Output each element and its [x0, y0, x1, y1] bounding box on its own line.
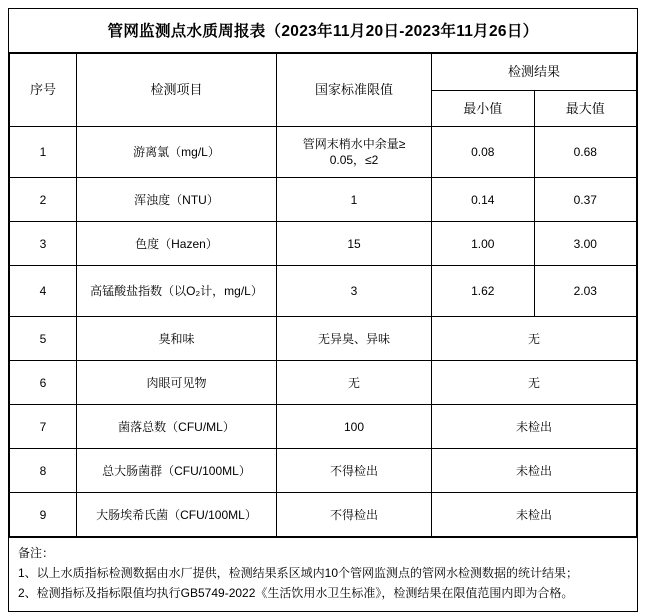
page-title: 管网监测点水质周报表（2023年11月20日-2023年11月26日）: [9, 9, 637, 53]
cell-item: 总大肠菌群（CFU/100ML）: [77, 449, 277, 493]
header-item: 检测项目: [77, 54, 277, 127]
header-min: 最小值: [432, 90, 535, 127]
cell-result: 无: [432, 317, 637, 361]
cell-no: 7: [10, 405, 77, 449]
header-result-group: 检测结果: [432, 54, 637, 91]
cell-no: 3: [10, 222, 77, 266]
cell-standard: 无: [277, 361, 432, 405]
table-row: [10, 405, 637, 449]
header-max: 最大值: [534, 90, 637, 127]
cell-max: 2.03: [534, 266, 637, 317]
cell-standard: 1: [277, 178, 432, 222]
cell-result: 未检出: [432, 493, 637, 537]
cell-standard: 15: [277, 222, 432, 266]
cell-standard: [277, 127, 432, 178]
cell-standard: 不得检出: [277, 449, 432, 493]
report-table: [9, 53, 637, 537]
table-row: [10, 222, 637, 266]
cell-max: 0.37: [534, 178, 637, 222]
cell-min: 0.14: [432, 178, 535, 222]
cell-no: 6: [10, 361, 77, 405]
cell-no: 9: [10, 493, 77, 537]
cell-max: 3.00: [534, 222, 637, 266]
header-standard: 国家标准限值: [277, 54, 432, 127]
cell-item: 肉眼可见物: [77, 361, 277, 405]
header-no: 序号: [10, 54, 77, 127]
cell-item: 浑浊度（NTU）: [77, 178, 277, 222]
cell-item: 大肠埃希氏菌（CFU/100ML）: [77, 493, 277, 537]
cell-standard: 无异臭、异味: [277, 317, 432, 361]
cell-result: 未检出: [432, 449, 637, 493]
cell-result: 未检出: [432, 405, 637, 449]
cell-item: 游离氯（mg/L）: [77, 127, 277, 178]
table-row: [10, 178, 637, 222]
cell-min: 1.62: [432, 266, 535, 317]
cell-min: 1.00: [432, 222, 535, 266]
cell-standard-line1: 管网末梢水中余量≥: [302, 136, 406, 151]
notes-line-2: 2、检测指标及指标限值均执行GB5749-2022《生活饮用水卫生标准》，检测结果在限值范围内即为合格。: [18, 585, 574, 600]
cell-no: 5: [10, 317, 77, 361]
cell-item: 臭和味: [77, 317, 277, 361]
cell-no: 1: [10, 127, 77, 178]
cell-item: 菌落总数（CFU/ML）: [77, 405, 277, 449]
cell-no: 4: [10, 266, 77, 317]
notes-label: 备注：: [18, 546, 55, 561]
cell-min: 0.08: [432, 127, 535, 178]
cell-standard: 3: [277, 266, 432, 317]
cell-standard: 100: [277, 405, 432, 449]
cell-result: 无: [432, 361, 637, 405]
table-row: [10, 317, 637, 361]
notes-section: [8, 538, 638, 612]
table-row: [10, 266, 637, 317]
water-quality-report: [8, 8, 638, 538]
cell-item: 高锰酸盐指数（以O₂计，mg/L）: [77, 266, 277, 317]
cell-max: 0.68: [534, 127, 637, 178]
table-row: [10, 127, 637, 178]
cell-no: 8: [10, 449, 77, 493]
table-row: [10, 361, 637, 405]
cell-no: 2: [10, 178, 77, 222]
notes-line-1: 1、以上水质指标检测数据由水厂提供，检测结果系区域内10个管网监测点的管网水检测数据的统计结果；: [18, 565, 579, 580]
cell-standard: 不得检出: [277, 493, 432, 537]
cell-standard-line2: 0.05，≤2: [329, 153, 379, 168]
table-row: [10, 493, 637, 537]
table-header-row-1: [10, 54, 637, 91]
cell-item: 色度（Hazen）: [77, 222, 277, 266]
table-row: [10, 449, 637, 493]
